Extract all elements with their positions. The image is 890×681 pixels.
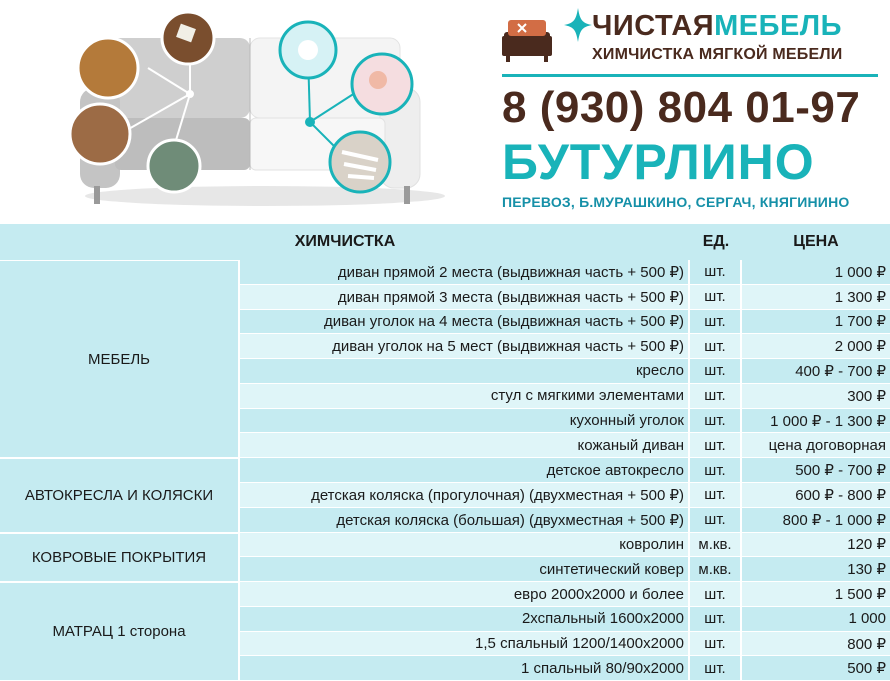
row-unit: шт. [690,656,740,681]
row-price: 500 ₽ [742,656,890,681]
row-price: 1 000 ₽ [742,260,890,285]
table-header [0,224,890,260]
category-cell: МАТРАЦ 1 сторона [0,583,238,680]
table-row [240,632,890,657]
table-row [240,334,890,359]
row-service-name: стул с мягкими элементами [240,384,688,409]
row-service-name: ковролин [240,533,688,558]
column-header-price: ЦЕНА [793,233,839,250]
row-unit: шт. [690,285,740,310]
row-price: цена договорная [742,433,890,458]
header-divider [502,74,878,77]
row-service-name: диван прямой 2 места (выдвижная часть + 500 ₽) [240,260,688,285]
row-price: 1 000 ₽ - 1 300 ₽ [742,409,890,434]
row-unit: шт. [690,260,740,285]
city-name: БУТУРЛИНО [502,134,815,190]
price-table [0,224,890,681]
category-cell: МЕБЕЛЬ [0,261,238,457]
row-price: 1 000 [742,607,890,632]
row-unit: шт. [690,359,740,384]
phone-number: 8 (930) 804 01-97 [502,83,861,132]
brand-logo-icon [502,10,572,70]
table-row [240,582,890,607]
row-service-name: диван уголок на 5 мест (выдвижная часть + 500 ₽) [240,334,688,359]
brand-subtitle: ХИМЧИСТКА МЯГКОЙ МЕБЕЛИ [592,46,843,63]
row-service-name: детская коляска (прогулочная) (двухместная + 500 ₽) [240,483,688,508]
row-price: 130 ₽ [742,557,890,582]
row-price: 400 ₽ - 700 ₽ [742,359,890,384]
row-service-name: синтетический ковер [240,557,688,582]
row-price: 600 ₽ - 800 ₽ [742,483,890,508]
category-cell: АВТОКРЕСЛА И КОЛЯСКИ [0,459,238,531]
row-service-name: 1,5 спальный 1200/1400х2000 [240,632,688,657]
brand-name [592,10,842,42]
column-header-unit: ЕД. [702,233,730,250]
category-cell: КОВРОВЫЕ ПОКРЫТИЯ [0,534,238,582]
row-price: 800 ₽ [742,632,890,657]
row-price: 1 500 ₽ [742,582,890,607]
row-unit: шт. [690,632,740,657]
row-unit: м.кв. [690,557,740,582]
table-row [240,384,890,409]
row-price: 500 ₽ - 700 ₽ [742,458,890,483]
table-row [240,533,890,558]
row-unit: шт. [690,334,740,359]
row-service-name: кухонный уголок [240,409,688,434]
row-unit: шт. [690,433,740,458]
row-unit: шт. [690,384,740,409]
row-service-name: евро 2000х2000 и более [240,582,688,607]
row-price: 120 ₽ [742,533,890,558]
row-service-name: диван прямой 3 места (выдвижная часть + 500 ₽) [240,285,688,310]
table-row [240,260,890,285]
column-header-service: ХИМЧИСТКА [294,233,396,250]
row-service-name: 1 спальный 80/90х2000 [240,656,688,681]
row-unit: шт. [690,458,740,483]
table-row [240,557,890,582]
table-row [240,508,890,533]
row-price: 1 700 ₽ [742,310,890,335]
table-row [240,310,890,335]
row-unit: шт. [690,582,740,607]
row-unit: шт. [690,508,740,533]
row-service-name: кресло [240,359,688,384]
sofa-illustration [60,10,480,220]
row-unit: шт. [690,310,740,335]
row-service-name: детская коляска (большая) (двухместная + 500 ₽) [240,508,688,533]
row-price: 800 ₽ - 1 000 ₽ [742,508,890,533]
row-unit: шт. [690,409,740,434]
row-service-name: детское автокресло [240,458,688,483]
table-row [240,285,890,310]
brand-name-part2: МЕБЕЛЬ [714,10,843,42]
row-service-name: 2хспальный 1600х2000 [240,607,688,632]
table-row [240,458,890,483]
row-price: 300 ₽ [742,384,890,409]
row-service-name: кожаный диван [240,433,688,458]
row-unit: шт. [690,607,740,632]
row-service-name: диван уголок на 4 места (выдвижная часть + 500 ₽) [240,310,688,335]
row-price: 2 000 ₽ [742,334,890,359]
table-row [240,433,890,458]
table-row [240,607,890,632]
row-price: 1 300 ₽ [742,285,890,310]
header [0,0,890,224]
row-unit: шт. [690,483,740,508]
brand [502,6,882,74]
sparkle-icon [564,8,592,47]
brand-name-part1: ЧИСТАЯ [592,10,715,42]
row-unit: м.кв. [690,533,740,558]
table-row [240,409,890,434]
table-row [240,656,890,681]
table-row [240,483,890,508]
towns-list: ПЕРЕВОЗ, Б.МУРАШКИНО, СЕРГАЧ, КНЯГИНИНО [502,194,850,210]
table-row [240,359,890,384]
